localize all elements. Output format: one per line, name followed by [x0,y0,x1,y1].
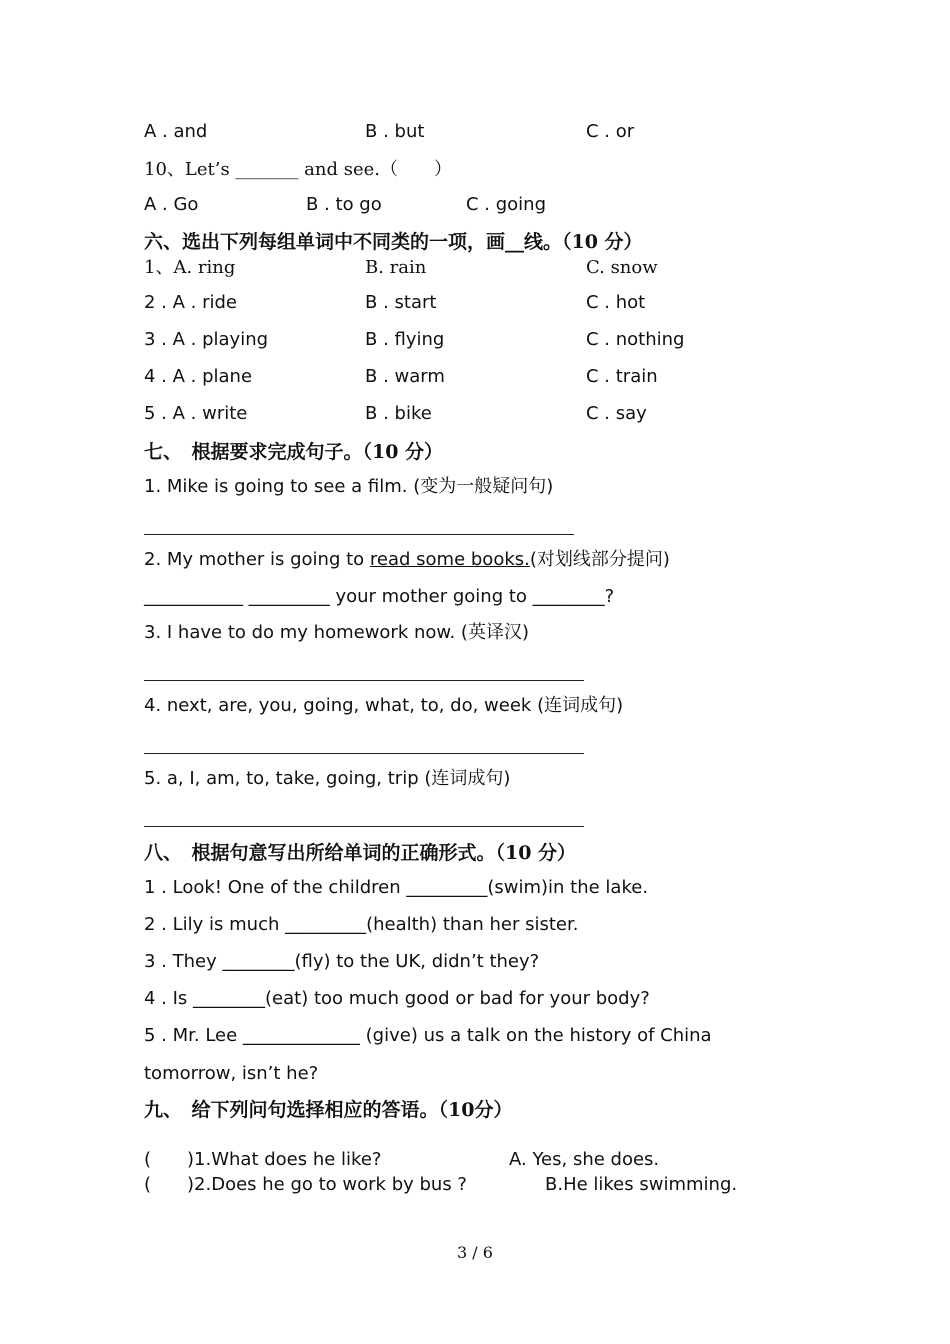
sec7-q1-answer-line[interactable] [144,534,574,535]
sec7-q2-instruction: (对划线部分提问) [529,549,670,570]
sec7-q2-underlined: read some books. [369,549,530,570]
q10-stem: 10、Let’s _______ and see.（ ） [144,159,452,180]
sec7-q1: 1. Mike is going to see a film. (变为一般疑问句) [144,476,554,497]
sec6-row5-c: C . say [586,403,647,424]
q10-option-a: A . Go [144,194,199,215]
sec8-q1: 1 . Look! One of the children _________(swim)in the lake. [144,877,649,898]
sec9-q2: ( )2.Does he go to work by bus ? [144,1174,467,1195]
sec6-row3-c: C . nothing [586,329,685,350]
sec8-q3: 3 . They ________(fly) to the UK, didn’t they? [144,951,540,972]
sec7-q4-answer-line[interactable] [144,753,584,754]
sec7-q2-answer[interactable]: ___________ _________ your mother going to ________? [144,586,615,607]
sec8-q5-line1: 5 . Mr. Lee _____________ (give) us a talk on the history of China [144,1025,712,1046]
section-7-title: 七、 根据要求完成句子。（10 分） [144,441,444,463]
sec6-row2-c: C . hot [586,292,646,313]
sec6-row5-b: B . bike [365,403,432,424]
sec8-q2: 2 . Lily is much _________(health) than her sister. [144,914,579,935]
sec6-row4-b: B . warm [365,366,445,387]
q10-option-b: B . to go [306,194,382,215]
sec9-answer-b: B.He likes swimming. [545,1174,738,1195]
section-8-title: 八、 根据句意写出所给单词的正确形式。（10 分） [144,842,577,864]
sec6-row1-b: B. rain [365,257,427,278]
q9-option-a: A . and [144,121,208,142]
section-6-title: 六、选出下列每组单词中不同类的一项，画__线。（10 分） [144,231,643,253]
q9-option-c: C . or [586,121,635,142]
sec7-q5-answer-line[interactable] [144,826,584,827]
sec7-q5: 5. a, I, am, to, take, going, trip (连词成句) [144,768,511,789]
sec7-q4: 4. next, are, you, going, what, to, do, week (连词成句) [144,695,624,716]
sec7-q2-prefix: 2. My mother is going to [144,549,370,570]
sec8-q5-line2: tomorrow, isn’t he? [144,1063,319,1084]
sec6-row3-a: 3 . A . playing [144,329,269,350]
sec6-row2-a: 2 . A . ride [144,292,237,313]
sec6-row1-a: 1、A. ring [144,257,236,278]
sec7-q3: 3. I have to do my homework now. (英译汉) [144,622,529,643]
sec9-q1: ( )1.What does he like? [144,1149,382,1170]
section-9-title: 九、 给下列问句选择相应的答语。（10分） [144,1099,513,1121]
sec9-answer-a: A. Yes, she does. [509,1149,660,1170]
sec6-row4-c: C . train [586,366,658,387]
page-number: 3 / 6 [457,1243,493,1262]
sec6-row3-b: B . flying [365,329,445,350]
sec6-row5-a: 5 . A . write [144,403,248,424]
sec6-row1-c: C. snow [586,257,658,278]
q10-option-c: C . going [466,194,547,215]
sec6-row2-b: B . start [365,292,437,313]
sec7-q2 [144,548,670,572]
sec6-row4-a: 4 . A . plane [144,366,253,387]
q9-option-b: B . but [365,121,425,142]
sec7-q3-answer-line[interactable] [144,680,584,681]
sec8-q4: 4 . Is ________(eat) too much good or bad for your body? [144,988,650,1009]
